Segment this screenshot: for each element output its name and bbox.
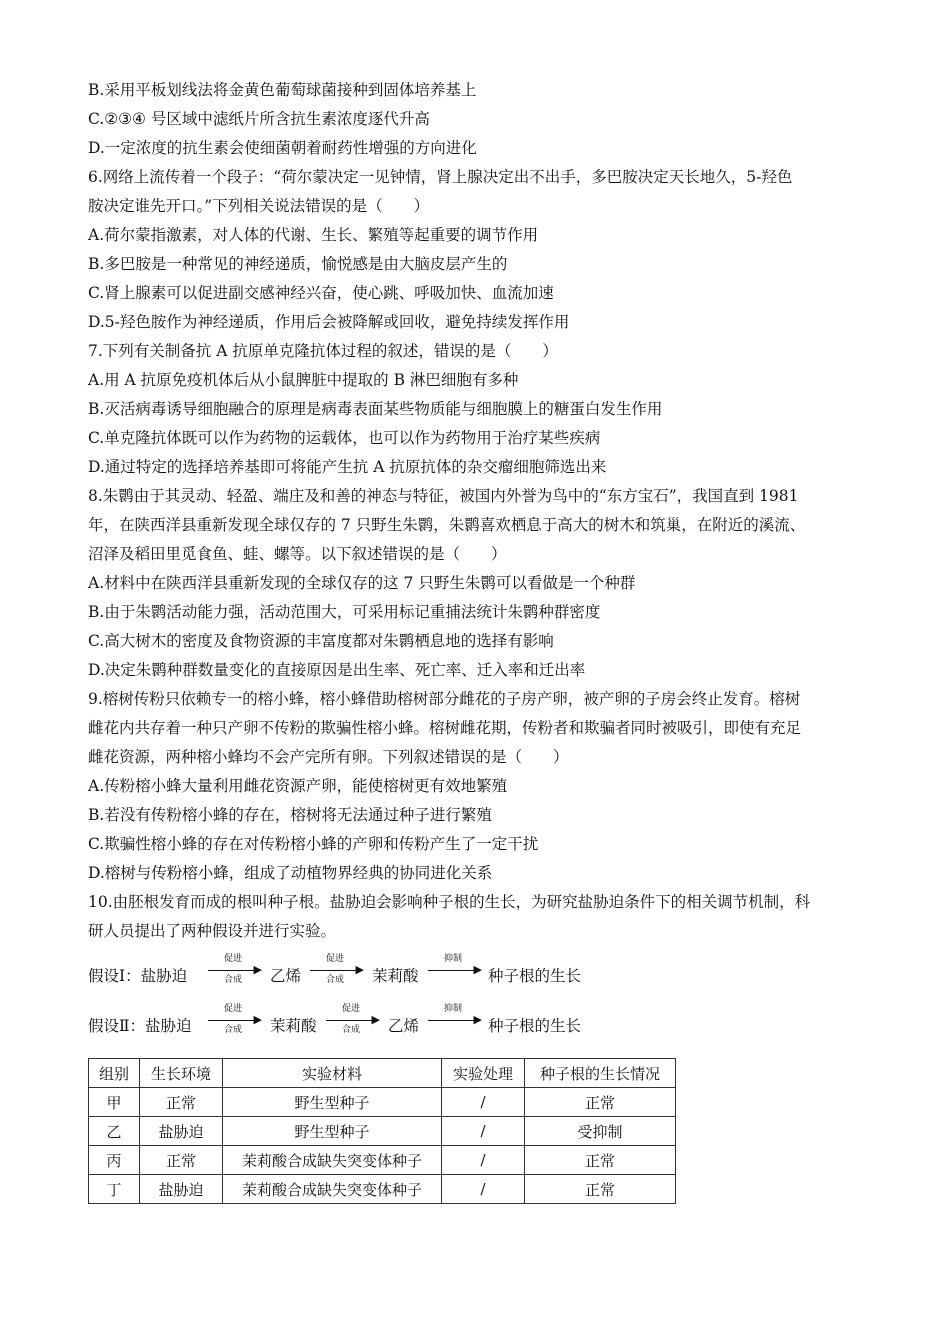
table-cell: 正常 <box>140 1146 223 1175</box>
arrow-label-top: 抑制 <box>443 954 462 964</box>
promote-arrow <box>204 956 262 988</box>
table-cell: 乙 <box>89 1117 140 1146</box>
arrow-head-icon: ▶ <box>253 963 262 976</box>
arrow-label-bottom: 合成 <box>223 975 242 985</box>
table-cell: / <box>442 1146 525 1175</box>
question-6-stem: 胺决定谁先开口。”下列相关说法错误的是（ ） <box>88 197 430 215</box>
arrow-head-icon: ▶ <box>473 1013 482 1026</box>
arrow-head-icon: ▶ <box>371 1013 380 1026</box>
hypothesis-node: 乙烯 <box>270 967 302 985</box>
option-a: A.材料中在陕西洋县重新发现的全球仅存的这 7 只野生朱鹮可以看做是一个种群 <box>88 574 636 592</box>
option-d: D.通过特定的选择培养基即可将能产生抗 A 抗原抗体的杂交瘤细胞筛选出来 <box>88 458 607 476</box>
hypothesis-2 <box>88 1000 868 1046</box>
arrow-label-top: 促进 <box>223 954 242 964</box>
arrow-shaft <box>208 970 258 971</box>
hypothesis-1 <box>88 950 868 996</box>
option-b: B.若没有传粉榕小蜂的存在，榕树将无法通过种子进行繁殖 <box>88 806 492 824</box>
experiment-table <box>88 1058 676 1204</box>
arrow-head-icon: ▶ <box>473 963 482 976</box>
table-cell: / <box>442 1088 525 1117</box>
arrow-shaft <box>310 970 360 971</box>
table-row <box>89 1175 676 1204</box>
promote-arrow <box>204 1006 262 1038</box>
question-9-stem: 9.榕树传粉只依赖专一的榕小蜂，榕小蜂借助榕树部分雌花的子房产卵，被产卵的子房会终止发育。榕树 <box>88 690 801 708</box>
table-header-cell: 生长环境 <box>140 1059 223 1088</box>
option-d: D.决定朱鹮种群数量变化的直接原因是出生率、死亡率、迁入率和迁出率 <box>88 661 586 679</box>
table-header-cell: 种子根的生长情况 <box>525 1059 676 1088</box>
table-cell: 丙 <box>89 1146 140 1175</box>
table-cell: 正常 <box>525 1146 676 1175</box>
arrow-label-top: 抑制 <box>443 1004 462 1014</box>
hypothesis-label: 假设Ⅱ：盐胁迫 <box>88 1017 192 1035</box>
option-c: C.欺骗性榕小蜂的存在对传粉榕小蜂的产卵和传粉产生了一定干扰 <box>88 835 539 853</box>
hypothesis-node: 茉莉酸 <box>372 967 419 985</box>
table-cell: 盐胁迫 <box>140 1175 223 1204</box>
option-b: B.多巴胺是一种常见的神经递质，愉悦感是由大脑皮层产生的 <box>88 255 508 273</box>
table-row <box>89 1117 676 1146</box>
text-line: B.采用平板划线法将金黄色葡萄球菌接种到固体培养基上 <box>88 81 477 99</box>
arrow-label-top: 促进 <box>341 1004 360 1014</box>
table-cell: 正常 <box>525 1175 676 1204</box>
table-cell: 正常 <box>525 1088 676 1117</box>
question-9-stem: 雌花内共存着一种只产卵不传粉的欺骗性榕小蜂。榕树雌花期，传粉者和欺骗者同时被吸引，即使有充足 <box>88 719 802 737</box>
hypothesis-node: 乙烯 <box>388 1017 420 1035</box>
arrow-head-icon: ▶ <box>355 963 364 976</box>
arrow-label-bottom: 合成 <box>223 1025 242 1035</box>
table-cell: 茉莉酸合成缺失突变体种子 <box>223 1146 442 1175</box>
table-header-cell: 实验材料 <box>223 1059 442 1088</box>
text-line: D.一定浓度的抗生素会使细菌朝着耐药性增强的方向进化 <box>88 139 477 157</box>
table-cell: 受抑制 <box>525 1117 676 1146</box>
table-cell: 甲 <box>89 1088 140 1117</box>
option-d: D.榕树与传粉榕小蜂，组成了动植物界经典的协同进化关系 <box>88 864 493 882</box>
table-cell: / <box>442 1117 525 1146</box>
hypothesis-result: 种子根的生长 <box>488 1017 582 1035</box>
question-8-stem: 年，在陕西洋县重新发现全球仅存的 7 只野生朱鹮，朱鹮喜欢栖息于高大的树木和筑巢，在附近的溪流、 <box>88 516 806 534</box>
table-cell: 茉莉酸合成缺失突变体种子 <box>223 1175 442 1204</box>
arrow-label-bottom: 合成 <box>325 975 344 985</box>
arrow-shaft <box>208 1020 258 1021</box>
option-b: B.由于朱鹮活动能力强，活动范围大，可采用标记重捕法统计朱鹮种群密度 <box>88 603 601 621</box>
table-header-cell: 实验处理 <box>442 1059 525 1088</box>
option-b: B.灭活病毒诱导细胞融合的原理是病毒表面某些物质能与细胞膜上的糖蛋白发生作用 <box>88 400 663 418</box>
arrow-head-icon: ▶ <box>253 1013 262 1026</box>
question-9-stem: 雌花资源，两种榕小蜂均不会产完所有卵。下列叙述错误的是（ ） <box>88 748 569 766</box>
arrow-shaft <box>326 1020 376 1021</box>
table-cell: 野生型种子 <box>223 1117 442 1146</box>
inhibit-arrow <box>424 1006 482 1038</box>
table-cell: / <box>442 1175 525 1204</box>
table-cell: 正常 <box>140 1088 223 1117</box>
option-a: A.传粉榕小蜂大量利用雌花资源产卵，能使榕树更有效地繁殖 <box>88 777 508 795</box>
option-a: A.用 A 抗原免疫机体后从小鼠脾脏中提取的 B 淋巴细胞有多种 <box>88 371 519 389</box>
option-c: C.单克隆抗体既可以作为药物的运载体，也可以作为药物用于治疗某些疾病 <box>88 429 601 447</box>
document-body <box>88 76 868 1046</box>
table-row <box>89 1146 676 1175</box>
arrow-label-bottom: 合成 <box>341 1025 360 1035</box>
option-a: A.荷尔蒙指激素，对人体的代谢、生长、繁殖等起重要的调节作用 <box>88 226 539 244</box>
option-c: C.肾上腺素可以促进副交感神经兴奋，使心跳、呼吸加快、血流加速 <box>88 284 554 302</box>
table-header-cell: 组别 <box>89 1059 140 1088</box>
table-cell: 盐胁迫 <box>140 1117 223 1146</box>
question-10-stem: 研人员提出了两种假设并进行实验。 <box>88 922 337 940</box>
option-c: C.高大树木的密度及食物资源的丰富度都对朱鹮栖息地的选择有影响 <box>88 632 554 650</box>
question-10-stem: 10.由胚根发育而成的根叫种子根。盐胁迫会影响种子根的生长，为研究盐胁迫条件下的相关调节机制，科 <box>88 893 811 911</box>
table-row <box>89 1088 676 1117</box>
hypothesis-node: 茉莉酸 <box>270 1017 317 1035</box>
question-8-stem: 沼泽及稻田里觅食鱼、蛙、螺等。以下叙述错误的是（ ） <box>88 545 507 563</box>
promote-arrow <box>322 1006 380 1038</box>
hypothesis-label: 假设Ⅰ：盐胁迫 <box>88 967 188 985</box>
hypothesis-result: 种子根的生长 <box>488 967 582 985</box>
question-7-stem: 7.下列有关制备抗 A 抗原单克隆抗体过程的叙述，错误的是（ ） <box>88 342 558 360</box>
arrow-label-top: 促进 <box>325 954 344 964</box>
question-6-stem: 6.网络上流传着一个段子：“荷尔蒙决定一见钟情，肾上腺决定出不出手，多巴胺决定天长地久，5-羟色 <box>88 168 793 186</box>
arrow-shaft <box>428 970 478 971</box>
question-8-stem: 8.朱鹮由于其灵动、轻盈、端庄及和善的神态与特征，被国内外誉为鸟中的“东方宝石”，我国直到 1981 <box>88 487 799 505</box>
table-cell: 野生型种子 <box>223 1088 442 1117</box>
arrow-label-top: 促进 <box>223 1004 242 1014</box>
option-d: D.5-羟色胺作为神经递质，作用后会被降解或回收，避免持续发挥作用 <box>88 313 570 331</box>
arrow-shaft <box>428 1020 478 1021</box>
inhibit-arrow <box>424 956 482 988</box>
table-header-row <box>89 1059 676 1088</box>
promote-arrow <box>306 956 364 988</box>
text-line: C.②③④ 号区域中滤纸片所含抗生素浓度逐代升高 <box>88 110 430 128</box>
table-cell: 丁 <box>89 1175 140 1204</box>
